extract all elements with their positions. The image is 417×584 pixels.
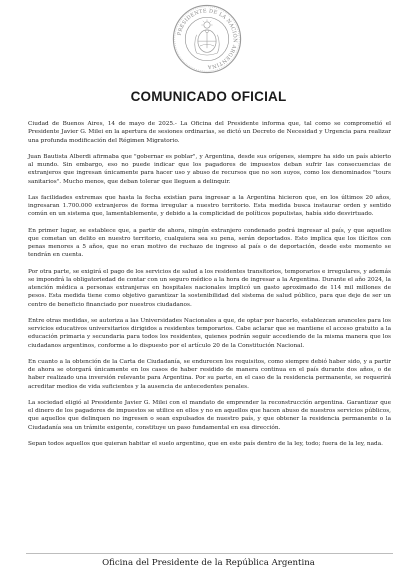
paragraph: Ciudad de Buenos Aires, 14 de mayo de 2025.- La Oficina del Presidente informa que, tal como se comprometió el Presidente Javier G. Milei en la apertura de sesiones ordinarias, se dictó un Decreto de Necesidad y Urgencia para realizar una profunda modificación del Régimen Migratorio. xyxy=(28,121,391,144)
paragraph: La sociedad eligió al Presidente Javier G. Milei con el mandato de emprender la reconstrucción argentina. Garantizar que el dinero de los pagadores de impuestos se utilice en ellos y no en aquellos que hacen abuso de nuestros servicios públicos, que aquellos que delinquen no ingresen o sean expulsados de nuestro país, y que obtener la residencia permanente o la Ciudadanía sea un trámite exigente, constituye un paso fundamental en esa dirección. xyxy=(28,399,391,431)
paragraph: Sepan todos aquellos que quieran habitar el suelo argentino, que en este país dentro de la ley, todo; fuera de la ley, nada. xyxy=(28,440,383,447)
paragraph: En cuanto a la obtención de la Carta de Ciudadanía, se endurecen los requisitos, como siempre debió haber sido, y a partir de ahora se otorgará únicamente en los casos de haber residido de manera continua en el país durante dos años, o de haber realizado una inversión relevante para Argentina. Por su parte, en el caso de la residencia permanente, se requerirá acreditar medios de vida suficientes y la ausencia de antecedentes penales. xyxy=(28,358,391,390)
footer-signature: Oficina del Presidente de la República Argentina xyxy=(102,558,315,568)
presidential-seal-icon xyxy=(172,4,242,74)
paragraph: Entre otras medidas, se autoriza a las Universidades Nacionales a que, de optar por hacerlo, establezcan aranceles para los servicios educativos universitarios dirigidos a residentes temporarios. Cabe aclarar que se mantiene el acceso gratuito a la educación primaria y secundaria para todos los residentes, quienes podrán seguir accediendo de la misma manera que los ciudadanos argentinos, conforme a lo dispuesto por el artículo 20 de la Constitución Nacional. xyxy=(28,317,391,349)
paragraph: En primer lugar, se establece que, a partir de ahora, ningún extranjero condenado podrá ingresar al país, y que aquellos que cometan un delito en nuestro territorio, cualquiera sea su pena, serán deportados. Esto implica que los ilícitos con penas menores a 5 años, que no eran motivo de rechazo de ingreso al país o de deportación, desde este momento se tendrán en cuenta. xyxy=(28,227,391,259)
paragraph: Las facilidades extremas que hasta la fecha existían para ingresar a la Argentina hicieron que, en los últimos 20 años, ingresaran 1.700.000 extranjeros de forma irregular a nuestro territorio. Esta medida busca instaurar orden y sentido común en un sistema que, lamentablemente, y debido a la complicidad de políticos populistas, había sido desvirtuado. xyxy=(28,194,391,218)
seal-text: PRESIDENTE DE LA NACIÓN ARGENTINA xyxy=(176,8,238,70)
page-title: COMUNICADO OFICIAL xyxy=(130,89,287,104)
paragraph: Juan Bautista Alberdi afirmaba que "gobernar es poblar", y Argentina, desde sus orígenes, siempre ha sido un país abierto al mundo. Sin embargo, eso no puede indicar que los pagadores de impuestos deban sufrir las consecuencias de extranjeros que ingresan únicamente para hacer uso y abuso de recursos que no son suyos, como los denominados "tours sanitarios". Mucho menos, que deban tolerar que lleguen a delinquir. xyxy=(28,153,391,185)
paragraph: Por otra parte, se exigirá el pago de los servicios de salud a los residentes transitorios, temporarios e irregulares, y además se impondrá la obligatoriedad de contar con un seguro médico a la hora de ingresar a la Argentina. Durante el año 2024, la atención médica a personas extranjeras en hospitales nacionales implicó un gasto aproximado de 114 mil millones de pesos. Esta medida tiene como objetivo garantizar la sostenibilidad del sistema de salud público, para que deje de ser un centro de beneficio financiado por nuestros ciudadanos. xyxy=(28,268,391,308)
footer-divider xyxy=(26,553,393,554)
press-release-body xyxy=(28,120,391,456)
